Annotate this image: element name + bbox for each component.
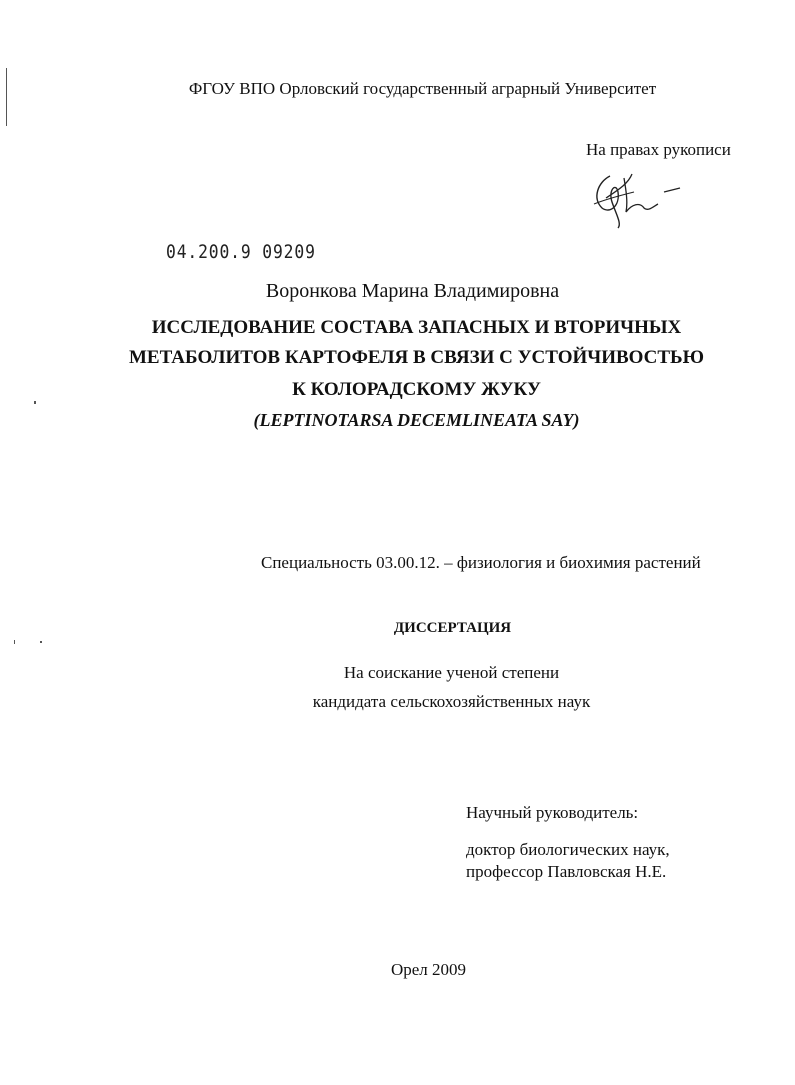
title-latin-name: (LEPTINOTARSA DECEMLINEATA SAY) xyxy=(253,410,580,430)
speciality: Специальность 03.00.12. – физиология и биохимия растений xyxy=(261,553,701,572)
title-line-3: К КОЛОРАДСКОМУ ЖУКУ xyxy=(292,379,541,400)
title-line-1: ИССЛЕДОВАНИЕ СОСТАВА ЗАПАСНЫХ И ВТОРИЧНЫХ xyxy=(151,317,682,338)
archive-code: 04.200.9 09209 xyxy=(166,241,316,263)
supervisor-label: Научный руководитель: xyxy=(466,803,639,822)
author-name: Воронкова Марина Владимировна xyxy=(265,280,560,302)
city-year: Орел 2009 xyxy=(390,960,467,979)
scan-speck xyxy=(34,401,36,404)
institution-name: ФГОУ ВПО Орловский государственный аграрный Университет xyxy=(188,79,657,98)
degree-line-2: кандидата сельскохозяйственных наук xyxy=(312,692,591,711)
supervisor-degree: доктор биологических наук, xyxy=(466,840,670,859)
title-line-2: МЕТАБОЛИТОВ КАРТОФЕЛЯ В СВЯЗИ С УСТОЙЧИВОСТЬЮ xyxy=(128,347,705,368)
manuscript-note: На правах рукописи xyxy=(586,140,731,159)
dissertation-label: ДИССЕРТАЦИЯ xyxy=(393,620,512,636)
scan-speck xyxy=(14,640,15,644)
supervisor-name: профессор Павловская Н.Е. xyxy=(466,862,667,881)
author-signature-icon xyxy=(588,168,688,230)
degree-line-1: На соискание ученой степени xyxy=(343,663,560,682)
scan-speck xyxy=(40,641,42,643)
